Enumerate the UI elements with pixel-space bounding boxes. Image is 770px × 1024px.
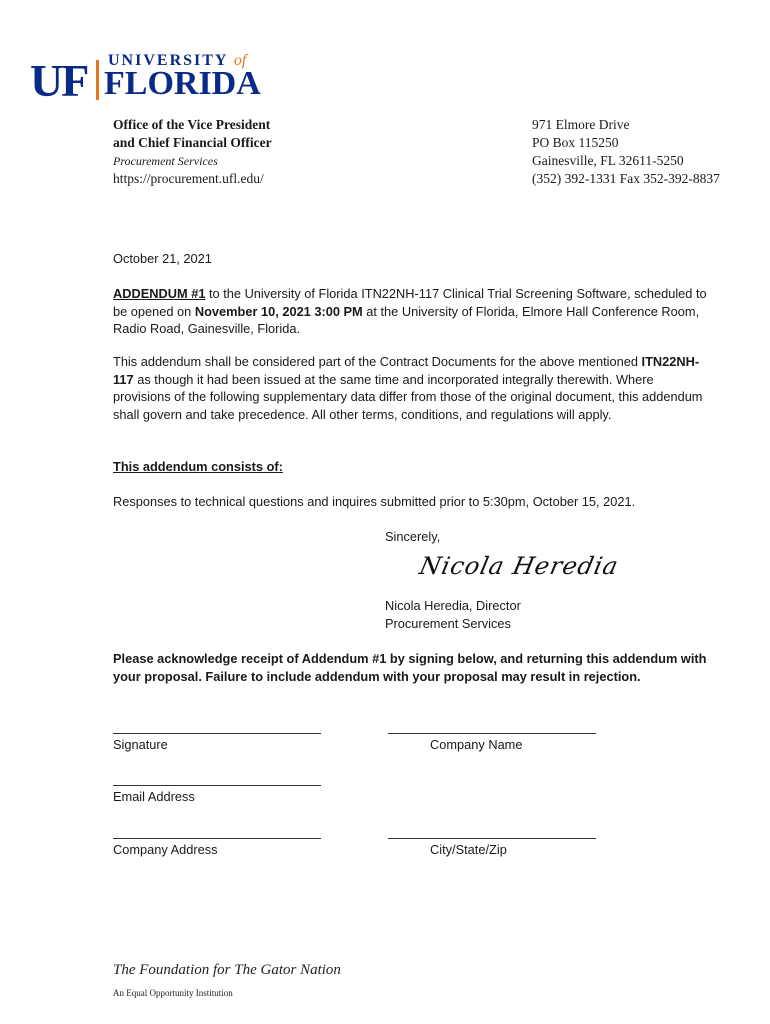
company-name-line[interactable]: [388, 733, 596, 734]
city-state-zip-label: City/State/Zip: [430, 842, 507, 857]
office-line-2: and Chief Financial Officer: [113, 135, 272, 150]
signature-label: Signature: [113, 737, 168, 752]
addendum-paragraph: ADDENDUM #1 to the University of Florida ITN22NH-117 Clinical Trial Screening Software, scheduled to be opened on November 10, 2021 3:00 PM at the University of Florida, Elmore Hall Conference Room, Radio Road, Gainesville, Florida.: [113, 286, 707, 336]
office-url[interactable]: https://procurement.ufl.edu/: [113, 171, 264, 186]
handwritten-signature: Nicola Heredia: [417, 552, 622, 580]
logo-florida: FLORIDA: [104, 65, 261, 102]
logo-of: of: [233, 52, 247, 69]
signature-line[interactable]: [113, 733, 321, 734]
address-block: [532, 116, 720, 188]
consists-heading: This addendum consists of:: [113, 459, 283, 474]
terms-paragraph: This addendum shall be considered part of the Contract Documents for the above mentioned ITN22NH-117 as though it had been issued at the same time and incorporated integrally therewith. Where provisions of the following supplementary data differ from those of the original document, this addendum shall govern and take precedence. All other terms, conditions, and regulations will apply.: [113, 354, 703, 422]
letter-date: October 21, 2021: [113, 251, 212, 266]
logo-mark: UF: [30, 55, 88, 106]
address-line-3: Gainesville, FL 32611-5250: [532, 153, 684, 168]
consists-item: Responses to technical questions and inquires submitted prior to 5:30pm, October 15, 2021.: [113, 494, 636, 509]
address-phone: (352) 392-1331 Fax 352-392-8837: [532, 171, 720, 186]
logo-university: UNIVERSITY of: [108, 52, 247, 69]
footer-motto: The Foundation for The Gator Nation: [113, 962, 341, 978]
address-line-2: PO Box 115250: [532, 135, 619, 150]
company-address-label: Company Address: [113, 842, 218, 857]
email-line[interactable]: [113, 785, 321, 786]
company-address-line[interactable]: [113, 838, 321, 839]
signer-name: Nicola Heredia, Director: [385, 598, 521, 613]
addendum-label: ADDENDUM #1: [113, 286, 206, 301]
closing: Sincerely,: [385, 529, 441, 544]
city-state-zip-line[interactable]: [388, 838, 596, 839]
footer-eoi: An Equal Opportunity Institution: [113, 988, 233, 998]
uf-logo: [30, 52, 270, 104]
acknowledge-notice: Please acknowledge receipt of Addendum #1 by signing below, and returning this addendum with your proposal. Failure to include addendum with your proposal may result in rejection.: [113, 651, 707, 684]
logo-divider: [96, 60, 99, 100]
address-line-1: 971 Elmore Drive: [532, 117, 630, 132]
company-name-label: Company Name: [430, 737, 523, 752]
office-line-3: Procurement Services: [113, 154, 218, 168]
office-line-1: Office of the Vice President: [113, 117, 271, 132]
itn-number: ITN22NH-117: [113, 354, 700, 387]
email-label: Email Address: [113, 789, 195, 804]
office-block: [113, 116, 272, 188]
open-date: November 10, 2021 3:00 PM: [194, 303, 363, 319]
signer-dept: Procurement Services: [385, 616, 511, 631]
